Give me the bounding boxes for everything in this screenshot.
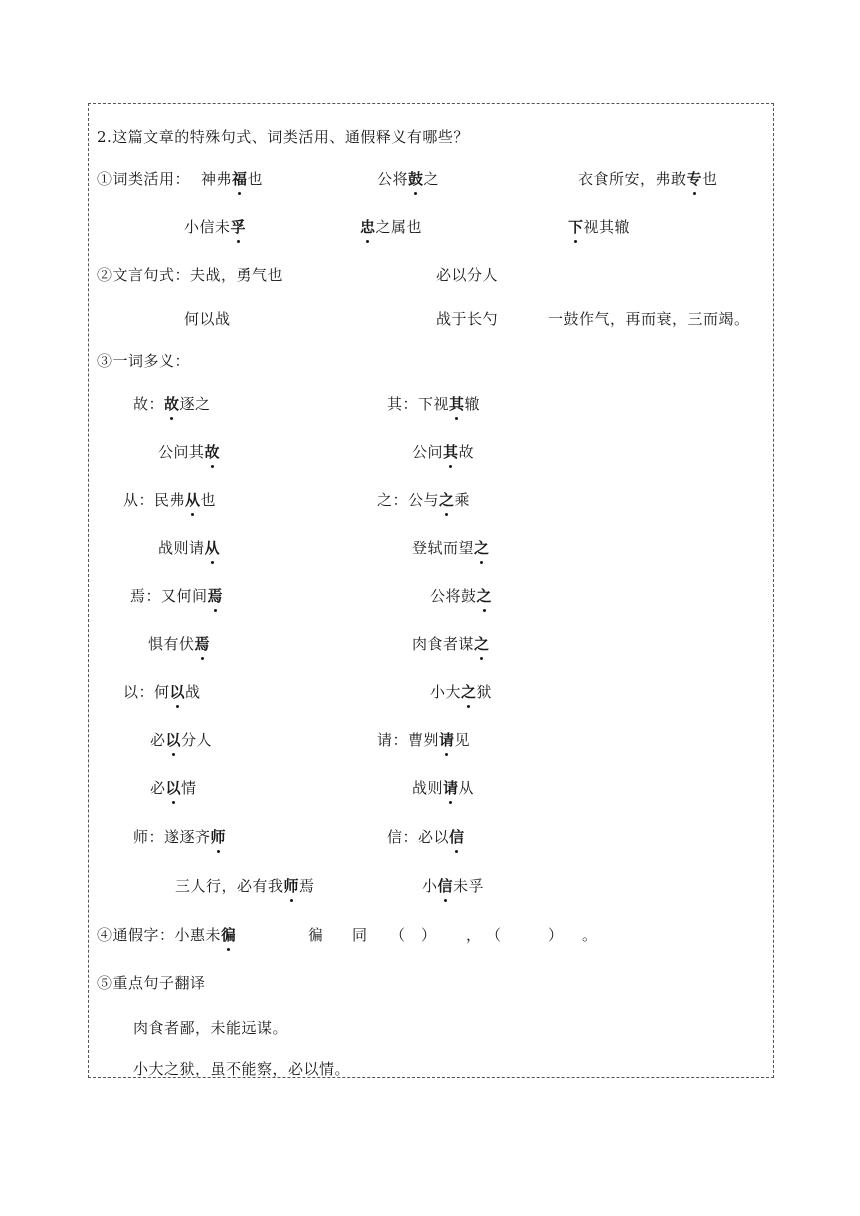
text-segment: 故 <box>458 443 475 461</box>
emphasis-char: 以 <box>165 779 182 797</box>
example-phrase: 必以分人 <box>436 266 499 284</box>
emphasis-char: 之 <box>461 683 477 701</box>
sentence-pattern-label: ②文言句式：夫战，勇气也 <box>97 266 284 284</box>
emphasis-char: 焉 <box>207 587 224 605</box>
text-segment: 从： <box>123 491 155 509</box>
text-segment: 辙 <box>464 395 481 413</box>
text-segment: 未孚 <box>453 877 485 895</box>
text-segment: 信： <box>387 828 419 846</box>
polysemy-item <box>430 682 492 702</box>
question-2: 2.这篇文章的特殊句式、词类活用、通假释义有哪些？ <box>97 128 469 146</box>
period: 。 <box>582 926 598 944</box>
text-segment: 登轼而望 <box>412 539 475 557</box>
text-segment: 战则请 <box>158 539 205 557</box>
polysemy-item <box>123 682 201 702</box>
word-class-label: ①词类活用： <box>97 170 191 188</box>
polysemy-item <box>377 490 470 510</box>
text-segment: 下视 <box>418 395 450 413</box>
text-segment: 之属也 <box>375 218 423 236</box>
emphasis-char: 请 <box>443 779 459 797</box>
emphasis-char: 之 <box>476 587 493 605</box>
emphasis-char: 之 <box>439 491 455 509</box>
text-segment: 之： <box>377 491 409 509</box>
emphasis-char: 焉 <box>194 635 211 653</box>
polysemy-item <box>412 634 490 654</box>
emphasis-char: 其 <box>449 395 465 413</box>
polysemy-item <box>175 876 315 896</box>
polysemy-item <box>133 827 226 847</box>
text-segment: 神弗 <box>201 170 233 188</box>
example-phrase <box>360 217 422 237</box>
emphasis-char: 请 <box>439 731 455 749</box>
text-segment: 也 <box>247 170 264 188</box>
polysemy-item <box>158 538 220 558</box>
text-segment: 遂逐齐 <box>164 828 211 846</box>
text-segment: 其： <box>387 395 419 413</box>
polysemy-item <box>412 442 474 462</box>
text-segment: 公问其 <box>158 443 205 461</box>
text-segment: 焉： <box>130 587 162 605</box>
text-segment: 视其辙 <box>583 218 631 236</box>
emphasis-char: 以 <box>165 731 182 749</box>
text-segment: 小大 <box>430 683 462 701</box>
emphasis-char: 徧 <box>221 926 237 944</box>
text-segment: 公将 <box>377 170 409 188</box>
comma: ， <box>466 926 482 944</box>
loan-char-tong: 同 <box>352 926 368 944</box>
text-segment: 小 <box>422 877 438 895</box>
polysemy-item <box>412 538 490 558</box>
text-segment: 从 <box>458 779 475 797</box>
polysemy-item <box>377 730 470 750</box>
emphasis-char: 师 <box>210 828 227 846</box>
translation-sentence: 肉食者鄙，未能远谋。 <box>133 1019 289 1037</box>
emphasis-char: 师 <box>283 877 300 895</box>
polysemy-item <box>422 876 484 896</box>
emphasis-char: 信 <box>437 877 454 895</box>
text-segment: 肉食者谋 <box>412 635 475 653</box>
answer-blank-1: （ ） <box>390 926 437 944</box>
text-segment: 公问 <box>412 443 444 461</box>
text-segment: 惧有伏 <box>148 635 195 653</box>
text-segment: 民弗 <box>154 491 186 509</box>
text-segment: 请： <box>377 731 409 749</box>
polysemy-item <box>387 827 465 847</box>
example-phrase: 一鼓作气，再而衰，三而竭。 <box>548 310 750 328</box>
text-segment: 见 <box>454 731 471 749</box>
polysemy-item <box>430 586 492 606</box>
text-segment: 又何间 <box>161 587 208 605</box>
text-segment: 三人行，必有我 <box>175 877 284 895</box>
emphasis-char: 从 <box>185 491 201 509</box>
example-phrase <box>184 217 246 237</box>
emphasis-char: 孚 <box>230 218 247 236</box>
text-segment: 何 <box>154 683 170 701</box>
emphasis-char: 信 <box>449 828 465 846</box>
text-segment: 也 <box>702 170 718 188</box>
text-segment: 故： <box>133 395 165 413</box>
text-segment: 战 <box>185 683 201 701</box>
example-phrase <box>578 169 718 189</box>
answer-blank-2: （ ） <box>486 926 564 944</box>
text-segment: 焉 <box>299 877 315 895</box>
example-phrase <box>568 217 630 237</box>
text-segment: 分人 <box>181 731 213 749</box>
text-segment: 必 <box>150 779 166 797</box>
polysemy-item <box>148 634 210 654</box>
polysemy-item <box>150 730 212 750</box>
loan-char: 徧 <box>308 926 324 944</box>
emphasis-char: 从 <box>204 539 221 557</box>
polysemy-item <box>412 778 474 798</box>
emphasis-char: 鼓 <box>408 170 424 188</box>
text-segment: 必以 <box>418 828 450 846</box>
text-segment: 以： <box>123 683 155 701</box>
text-segment: ④通假字：小惠未 <box>97 926 222 944</box>
polysemy-item <box>130 586 223 606</box>
translation-sentence: 小大之狱，虽不能察，必以情。 <box>133 1060 351 1078</box>
emphasis-char: 其 <box>443 443 459 461</box>
translation-label: ⑤重点句子翻译 <box>97 974 206 992</box>
emphasis-char: 以 <box>169 683 186 701</box>
text-segment: 逐之 <box>179 395 211 413</box>
emphasis-char: 故 <box>164 395 180 413</box>
example-phrase <box>377 169 439 189</box>
text-segment: 衣食所安，弗敢 <box>578 170 687 188</box>
text-segment: 也 <box>200 491 217 509</box>
text-segment: 师： <box>133 828 165 846</box>
example-phrase: 何以战 <box>184 310 231 328</box>
text-segment: 曹刿 <box>408 731 440 749</box>
text-segment: 必 <box>150 731 166 749</box>
emphasis-char: 福 <box>232 170 248 188</box>
polysemy-item <box>158 442 220 462</box>
emphasis-char: 下 <box>568 218 584 236</box>
text-segment: 战则 <box>412 779 444 797</box>
text-segment: 乘 <box>454 491 471 509</box>
text-segment: 公与 <box>408 491 440 509</box>
polysemy-item <box>133 394 211 414</box>
text-segment: 狱 <box>476 683 493 701</box>
example-phrase <box>201 169 263 189</box>
text-segment: 之 <box>423 170 440 188</box>
polysemy-item <box>150 778 197 798</box>
text-segment: 小信未 <box>184 218 231 236</box>
polysemy-item <box>123 490 216 510</box>
text-segment: 公将鼓 <box>430 587 477 605</box>
loan-char-line <box>97 925 237 945</box>
polysemy-label: ③一词多义： <box>97 352 191 370</box>
example-phrase: 战于长勺 <box>436 310 499 328</box>
emphasis-char: 之 <box>474 539 490 557</box>
emphasis-char: 忠 <box>360 218 376 236</box>
text-segment: 情 <box>181 779 197 797</box>
emphasis-char: 故 <box>204 443 221 461</box>
emphasis-char: 之 <box>474 635 490 653</box>
emphasis-char: 专 <box>686 170 703 188</box>
polysemy-item <box>387 394 480 414</box>
